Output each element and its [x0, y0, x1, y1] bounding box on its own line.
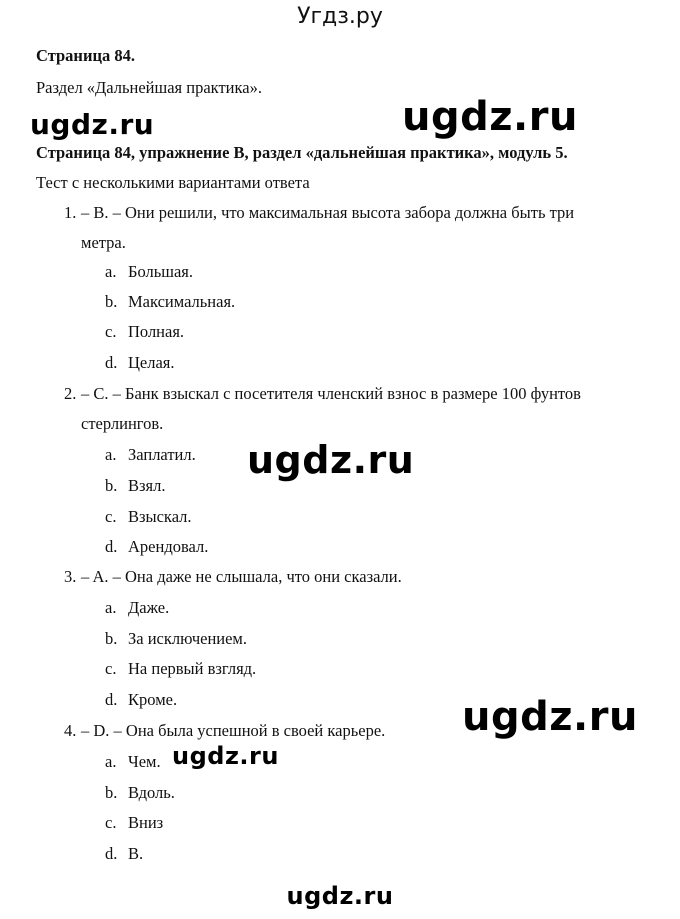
option-text: За исключением.	[128, 629, 247, 648]
option-letter: d.	[105, 844, 118, 863]
site-title: Угдз.ру	[297, 4, 383, 29]
option-text: Максимальная.	[128, 292, 236, 311]
page-heading: Страница 84.	[36, 46, 135, 65]
section-name: Раздел «Дальнейшая практика».	[36, 78, 262, 97]
question-number: 3.	[64, 567, 77, 586]
option-letter: b.	[105, 292, 118, 311]
question-number: 4.	[64, 721, 77, 740]
option-text: Целая.	[128, 353, 175, 372]
watermark: ugdz.ru	[172, 742, 279, 770]
watermark: ugdz.ru	[462, 694, 638, 740]
option-text: Большая.	[128, 262, 194, 281]
option-text: Взял.	[128, 476, 166, 495]
watermark: ugdz.ru	[30, 108, 155, 141]
watermark: ugdz.ru	[247, 438, 415, 482]
option-text: Вниз	[128, 813, 164, 832]
option-text: Кроме.	[128, 690, 178, 709]
option-letter: b.	[105, 783, 118, 802]
watermark: ugdz.ru	[286, 882, 394, 910]
question-number: 2.	[64, 384, 77, 403]
option-letter: c.	[105, 507, 117, 526]
option-text: Вдоль.	[128, 783, 175, 802]
option-letter: c.	[105, 813, 117, 832]
option-letter: b.	[105, 629, 118, 648]
option-text: Даже.	[128, 598, 170, 617]
option-letter: a.	[105, 598, 117, 617]
option-text: Заплатил.	[128, 445, 196, 464]
option-letter: c.	[105, 322, 117, 341]
option-text: Чем.	[128, 752, 161, 771]
option-letter: b.	[105, 476, 118, 495]
question-text: – A. – Она даже не слышала, что они сказали.	[81, 567, 402, 586]
option-letter: a.	[105, 445, 117, 464]
question-number: 1.	[64, 203, 77, 222]
option-text: Арендовал.	[128, 537, 209, 556]
question-text: – C. – Банк взыскал с посетителя членский взнос в размере 100 фунтов	[81, 384, 581, 403]
exercise-heading: Страница 84, упражнение B, раздел «дальнейшая практика», модуль 5.	[36, 143, 568, 162]
question-text: – D. – Она была успешной в своей карьере.	[81, 721, 386, 740]
option-letter: a.	[105, 752, 117, 771]
option-letter: c.	[105, 659, 117, 678]
question-text-continued: стерлингов.	[81, 414, 164, 433]
question-text-continued: метра.	[81, 233, 126, 252]
option-letter: d.	[105, 537, 118, 556]
option-text: Взыскал.	[128, 507, 192, 526]
option-letter: d.	[105, 690, 118, 709]
option-text: На первый взгляд.	[128, 659, 257, 678]
watermark: ugdz.ru	[402, 94, 578, 140]
option-letter: d.	[105, 353, 118, 372]
option-text: Полная.	[128, 322, 185, 341]
question-text: – B. – Они решили, что максимальная высота забора должна быть три	[81, 203, 575, 222]
test-title: Тест с несколькими вариантами ответа	[36, 173, 310, 192]
option-letter: a.	[105, 262, 117, 281]
option-text: В.	[128, 844, 144, 863]
